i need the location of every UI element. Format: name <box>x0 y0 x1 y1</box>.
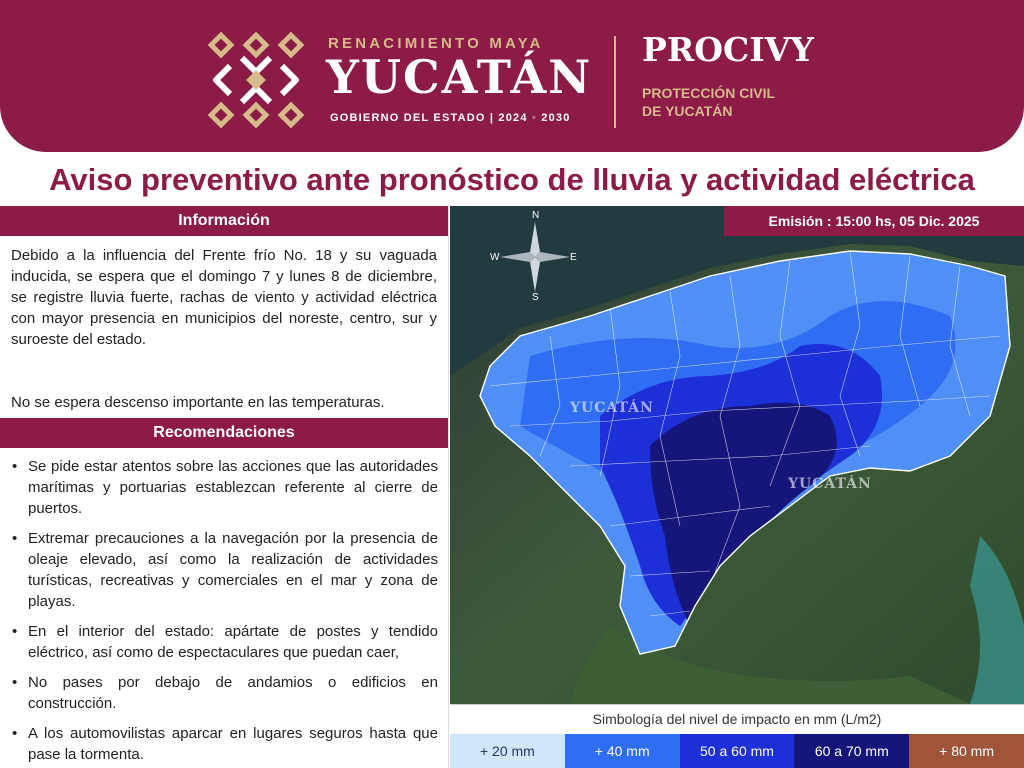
list-item: • No pases por debajo de andamios o edificios en construcción. <box>10 672 438 714</box>
brand-name: YUCATÁN <box>326 50 593 104</box>
list-item: • En el interior del estado: apártate de postes y tendido eléctrico, así como de espectaculares que puedan caer, <box>10 621 438 663</box>
rain-forecast-map <box>450 206 1024 704</box>
compass-east: E <box>570 252 577 263</box>
list-item: • Extremar precauciones a la navegación por la presencia de oleaje elevado, así como la realización de actividades turísticas, recreativas y comerciales en el mar y zona de playas. <box>10 528 438 612</box>
map-watermark: YUCATÁN <box>788 476 872 492</box>
info-note: No se espera descenso importante en las temperaturas. <box>11 394 385 411</box>
org-subtitle <box>642 84 775 120</box>
yucatan-logo-icon <box>206 30 306 130</box>
org-subtitle-line1: PROTECCIÓN CIVIL <box>642 85 776 101</box>
brand-tagline: RENACIMIENTO MAYA <box>328 35 544 52</box>
org-title: PROCIVY <box>642 30 814 69</box>
legend-item-40mm: + 40 mm <box>565 734 680 768</box>
compass-south: S <box>532 292 539 303</box>
compass-north: N <box>532 210 540 221</box>
header-divider <box>614 36 616 128</box>
emission-badge: Emisión : 15:00 hs, 05 Dic. 2025 <box>724 206 1024 236</box>
compass <box>490 212 580 302</box>
left-panel <box>0 206 449 768</box>
legend-title: Simbología del nivel de impacto en mm (L/m2) <box>450 704 1024 732</box>
compass-west: W <box>490 252 500 263</box>
legend-item-50-60mm: 50 a 60 mm <box>680 734 795 768</box>
legend-item-80mm: + 80 mm <box>909 734 1024 768</box>
legend-item-20mm: + 20 mm <box>450 734 565 768</box>
header-banner <box>0 0 1024 152</box>
recommendations-heading: Recomendaciones <box>0 418 448 448</box>
legend <box>450 734 1024 768</box>
compass-rose-icon <box>490 212 580 302</box>
legend-item-60-70mm: 60 a 70 mm <box>794 734 909 768</box>
page-title: Aviso preventivo ante pronóstico de lluvia y actividad eléctrica <box>49 162 975 197</box>
list-item: • A los automovilistas aparcar en lugares seguros hasta que pase la tormenta. <box>10 723 438 765</box>
info-paragraph: Debido a la influencia del Frente frío No. 18 y su vaguada inducida, se espera que el domingo 7 y lunes 8 de diciembre, se registre lluvia fuerte, rachas de viento y actividad eléctrica con mayor presencia en municipios del noreste, centro, sur y suroeste del estado. <box>11 247 437 348</box>
org-subtitle-line2: DE YUCATÁN <box>642 103 733 119</box>
map-watermark: YUCATÁN <box>570 400 654 416</box>
info-heading: Información <box>0 206 448 236</box>
brand-subtitle: GOBIERNO DEL ESTADO | 2024 ◦ 2030 <box>330 112 571 124</box>
recommendations-list <box>0 448 448 765</box>
list-item: • Se pide estar atentos sobre las acciones que las autoridades marítimas y portuarias establezcan referente al cierre de puertos. <box>10 456 438 519</box>
